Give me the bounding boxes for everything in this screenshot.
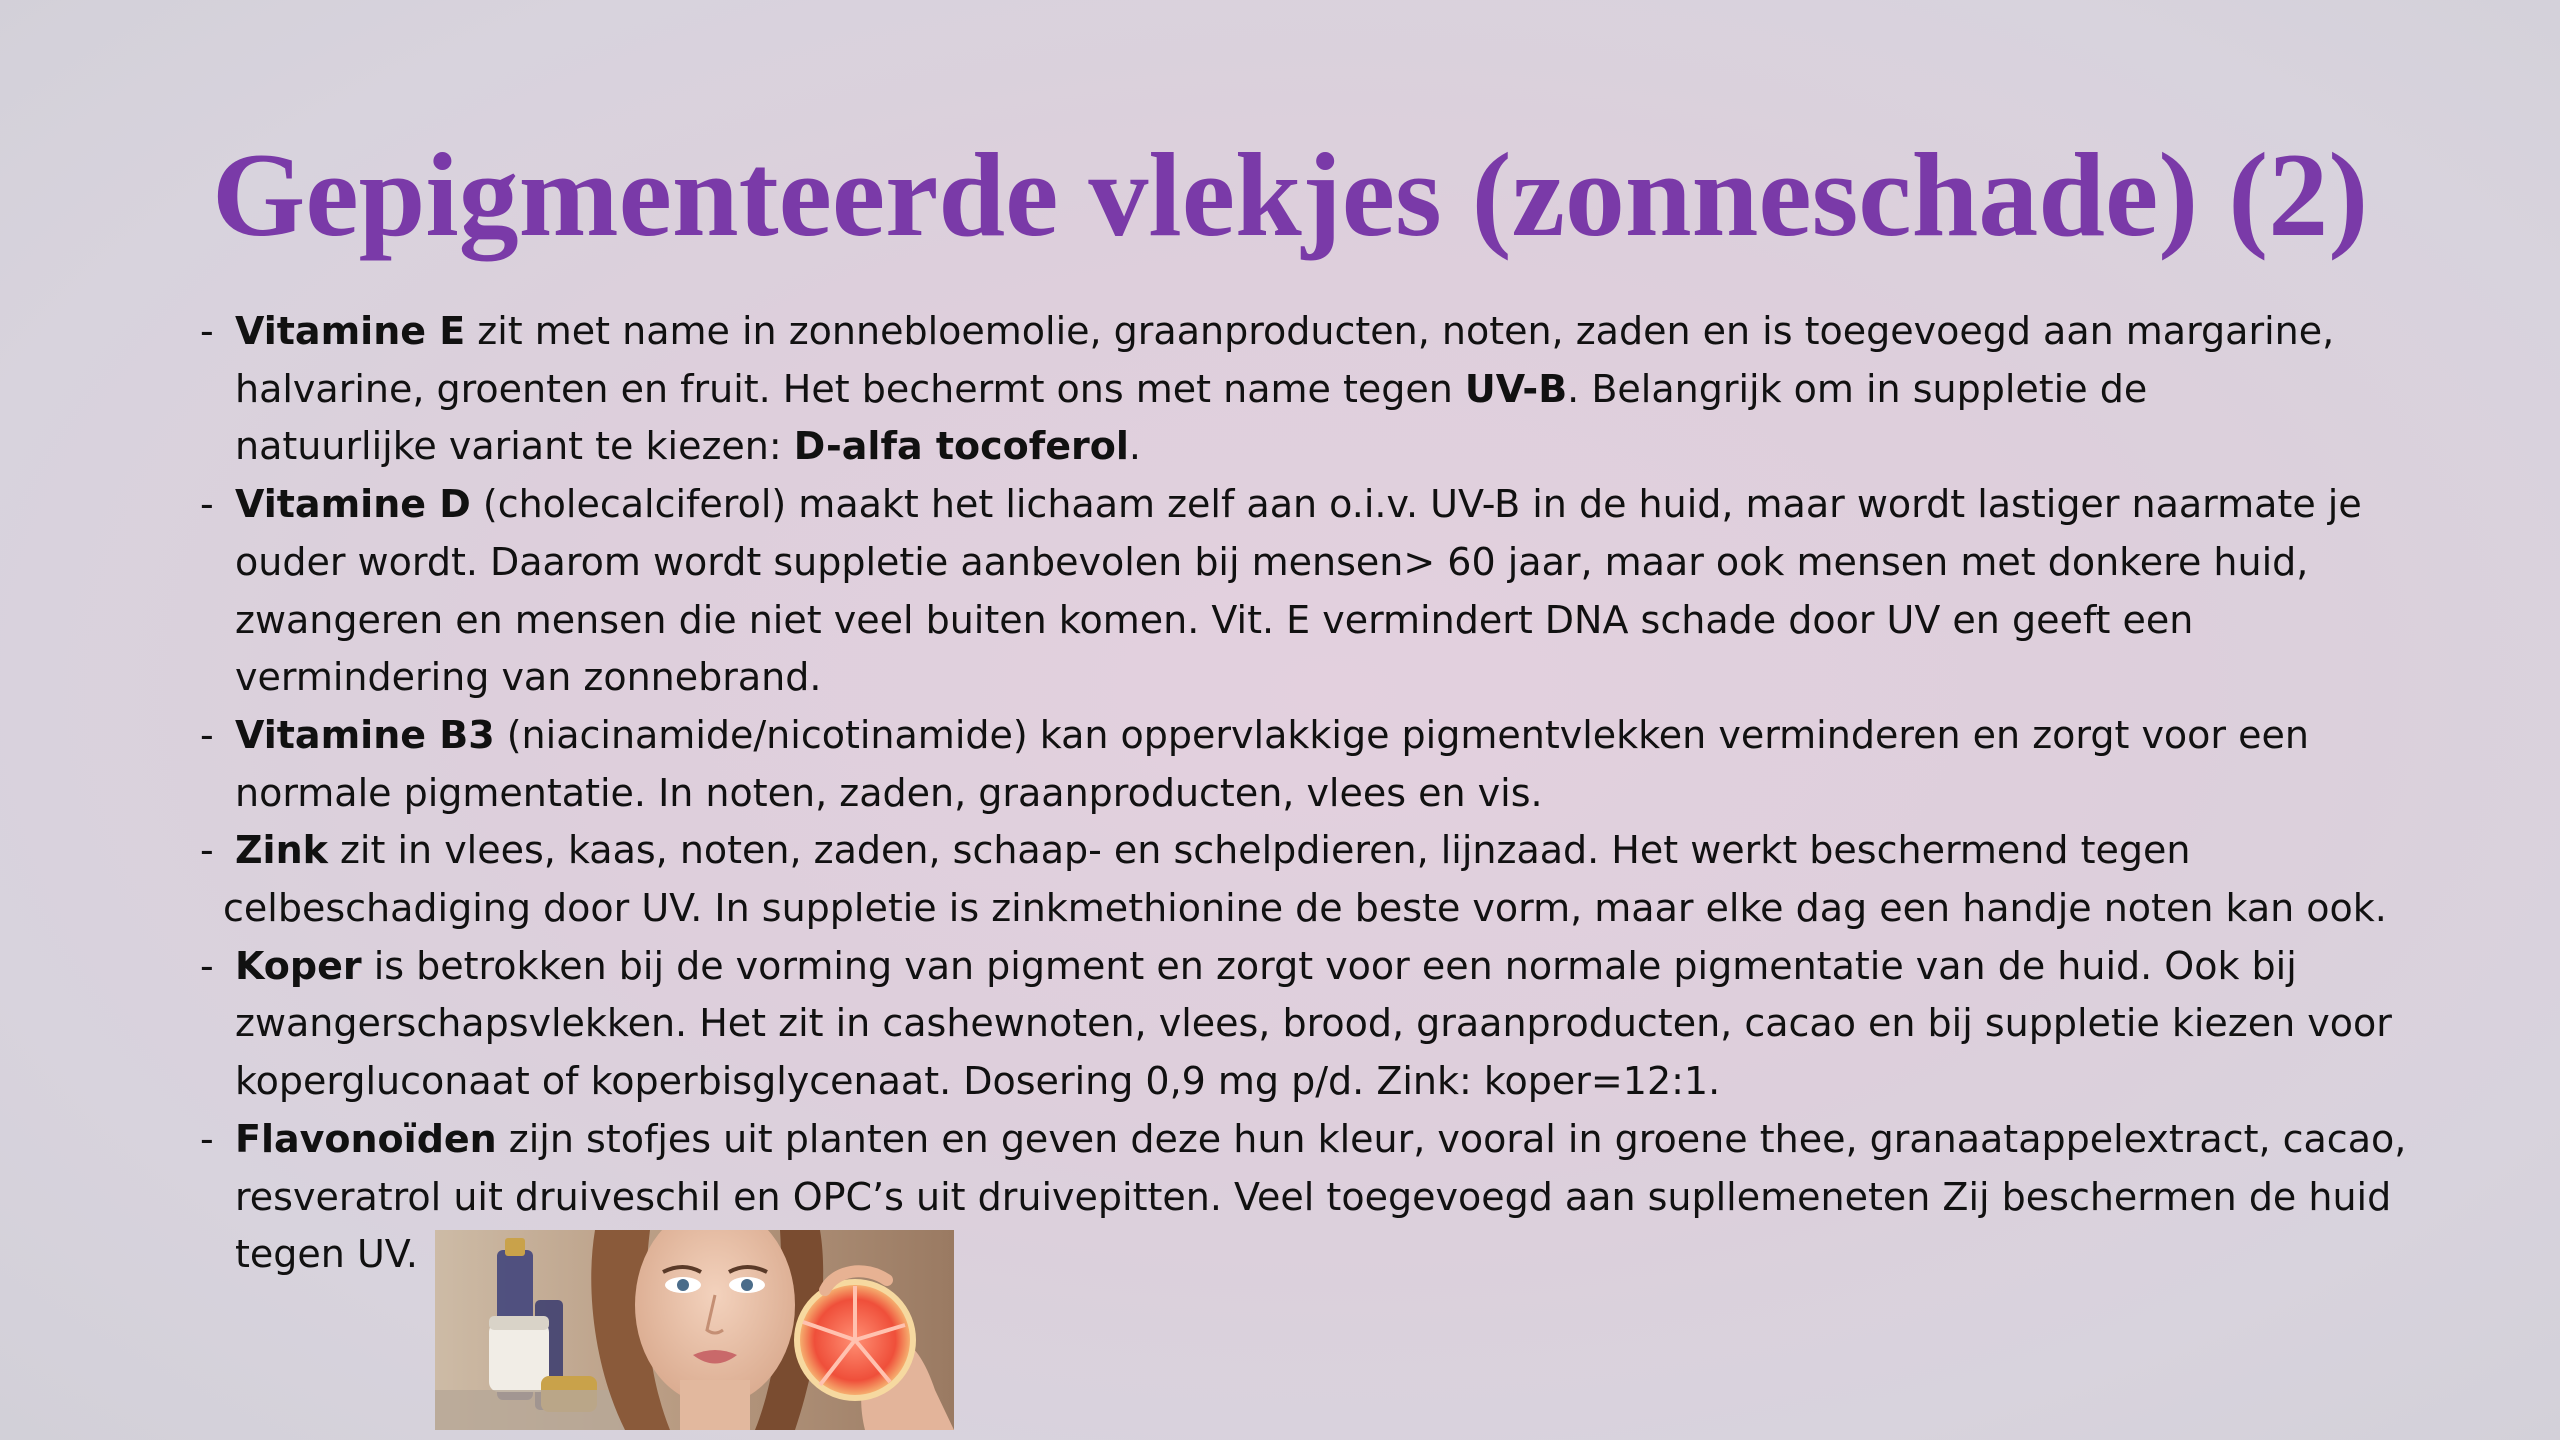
slide-title: Gepigmenteerde vlekjes (zonneschade) (2) <box>212 128 2369 261</box>
line-text: vermindering van zonnebrand. <box>235 655 822 700</box>
line-text: zwangeren en mensen die niet veel buiten komen. Vit. E vermindert DNA schade door UV en geeft een <box>235 597 2194 642</box>
bullet-line <box>235 1053 2440 1111</box>
bold-term: Zink <box>235 828 328 873</box>
bullet-line <box>223 880 2440 938</box>
bullet-line <box>235 822 2440 880</box>
line-text: (niacinamide/nicotinamide) kan oppervlakkige pigmentvlekken verminderen en zorgt voor een <box>494 712 2309 757</box>
bullet-line <box>235 995 2440 1053</box>
bullet-item <box>200 707 2440 822</box>
bullet-dash: - <box>200 943 214 988</box>
illustration-image <box>435 1230 954 1430</box>
bullet-line <box>235 765 2440 823</box>
line-text: zit in vlees, kaas, noten, zaden, schaap- en schelpdieren, lijnzaad. Het werkt beschermend tegen <box>327 828 2191 873</box>
bold-term: Vitamine E <box>235 309 466 353</box>
bullet-line <box>235 303 2440 361</box>
bullet-line <box>235 534 2440 592</box>
bold-term: Vitamine D <box>235 482 471 527</box>
line-text: halvarine, groenten en fruit. Het bechermt ons met name tegen <box>235 366 1465 411</box>
bullet-line <box>235 361 2440 419</box>
line-text: tegen UV. <box>235 1232 418 1277</box>
line-text: (cholecalciferol) maakt het lichaam zelf aan o.i.v. UV-B in de huid, maar wordt lastiger naarmate je <box>470 482 2362 527</box>
bold-term: Vitamine B3 <box>235 712 495 757</box>
line-text: zit met name in zonnebloemolie, graanproducten, noten, zaden en is toegevoegd aan margarine, <box>465 309 2335 353</box>
bullet-dash: - <box>200 309 214 353</box>
bullet-dash: - <box>200 1116 214 1161</box>
bold-term: UV-B <box>1464 366 1568 411</box>
bullet-dash: - <box>200 828 214 873</box>
line-text: kopergluconaat of koperbisglycenaat. Dosering 0,9 mg p/d. Zink: koper=12:1. <box>235 1059 1721 1104</box>
woman-grapefruit-illustration <box>435 1230 954 1430</box>
line-text: zwangerschapsvlekken. Het zit in cashewnoten, vlees, brood, graanproducten, cacao en bij suppletie kiezen voor <box>235 1001 2392 1046</box>
bullet-line <box>235 418 2440 476</box>
bullet-line <box>235 649 2440 707</box>
line-text: is betrokken bij de vorming van pigment en zorgt voor een normale pigmentatie van de huid. Ook bij <box>361 943 2297 988</box>
line-text: ouder wordt. Daarom wordt suppletie aanbevolen bij mensen> 60 jaar, maar ook mensen met donkere huid, <box>235 539 2309 584</box>
bullet-line <box>235 938 2440 996</box>
bold-term: D-alfa tocoferol <box>793 424 1129 469</box>
bullet-item <box>200 938 2440 1111</box>
line-text: . Belangrijk om in suppletie de <box>1567 366 2148 411</box>
line-text: zijn stofjes uit planten en geven deze hun kleur, vooral in groene thee, granaatappelextract, cacao, <box>496 1116 2407 1161</box>
bullet-item <box>200 822 2440 937</box>
bold-term: Flavonoïden <box>235 1116 497 1161</box>
bullet-line <box>235 707 2440 765</box>
bullet-dash: - <box>200 712 214 757</box>
bullet-item <box>200 303 2440 476</box>
line-text: . <box>1128 424 1142 469</box>
line-text: resveratrol uit druiveschil en OPC’s uit druivepitten. Veel toegevoegd aan supllemeneten Zij beschermen de huid <box>235 1174 2392 1219</box>
bullet-item <box>200 476 2440 707</box>
bullet-list <box>200 303 2440 1284</box>
bullet-line <box>235 476 2440 534</box>
bold-term: Koper <box>235 943 362 988</box>
bullet-line <box>235 592 2440 650</box>
bullet-dash: - <box>200 482 214 527</box>
line-text: natuurlijke variant te kiezen: <box>235 424 794 469</box>
line-text: celbeschadiging door UV. In suppletie is zinkmethionine de beste vorm, maar elke dag een handje noten kan ook. <box>223 886 2387 931</box>
line-text: normale pigmentatie. In noten, zaden, graanproducten, vlees en vis. <box>235 770 1543 815</box>
bullet-line <box>235 1111 2440 1169</box>
bullet-line <box>235 1169 2440 1227</box>
